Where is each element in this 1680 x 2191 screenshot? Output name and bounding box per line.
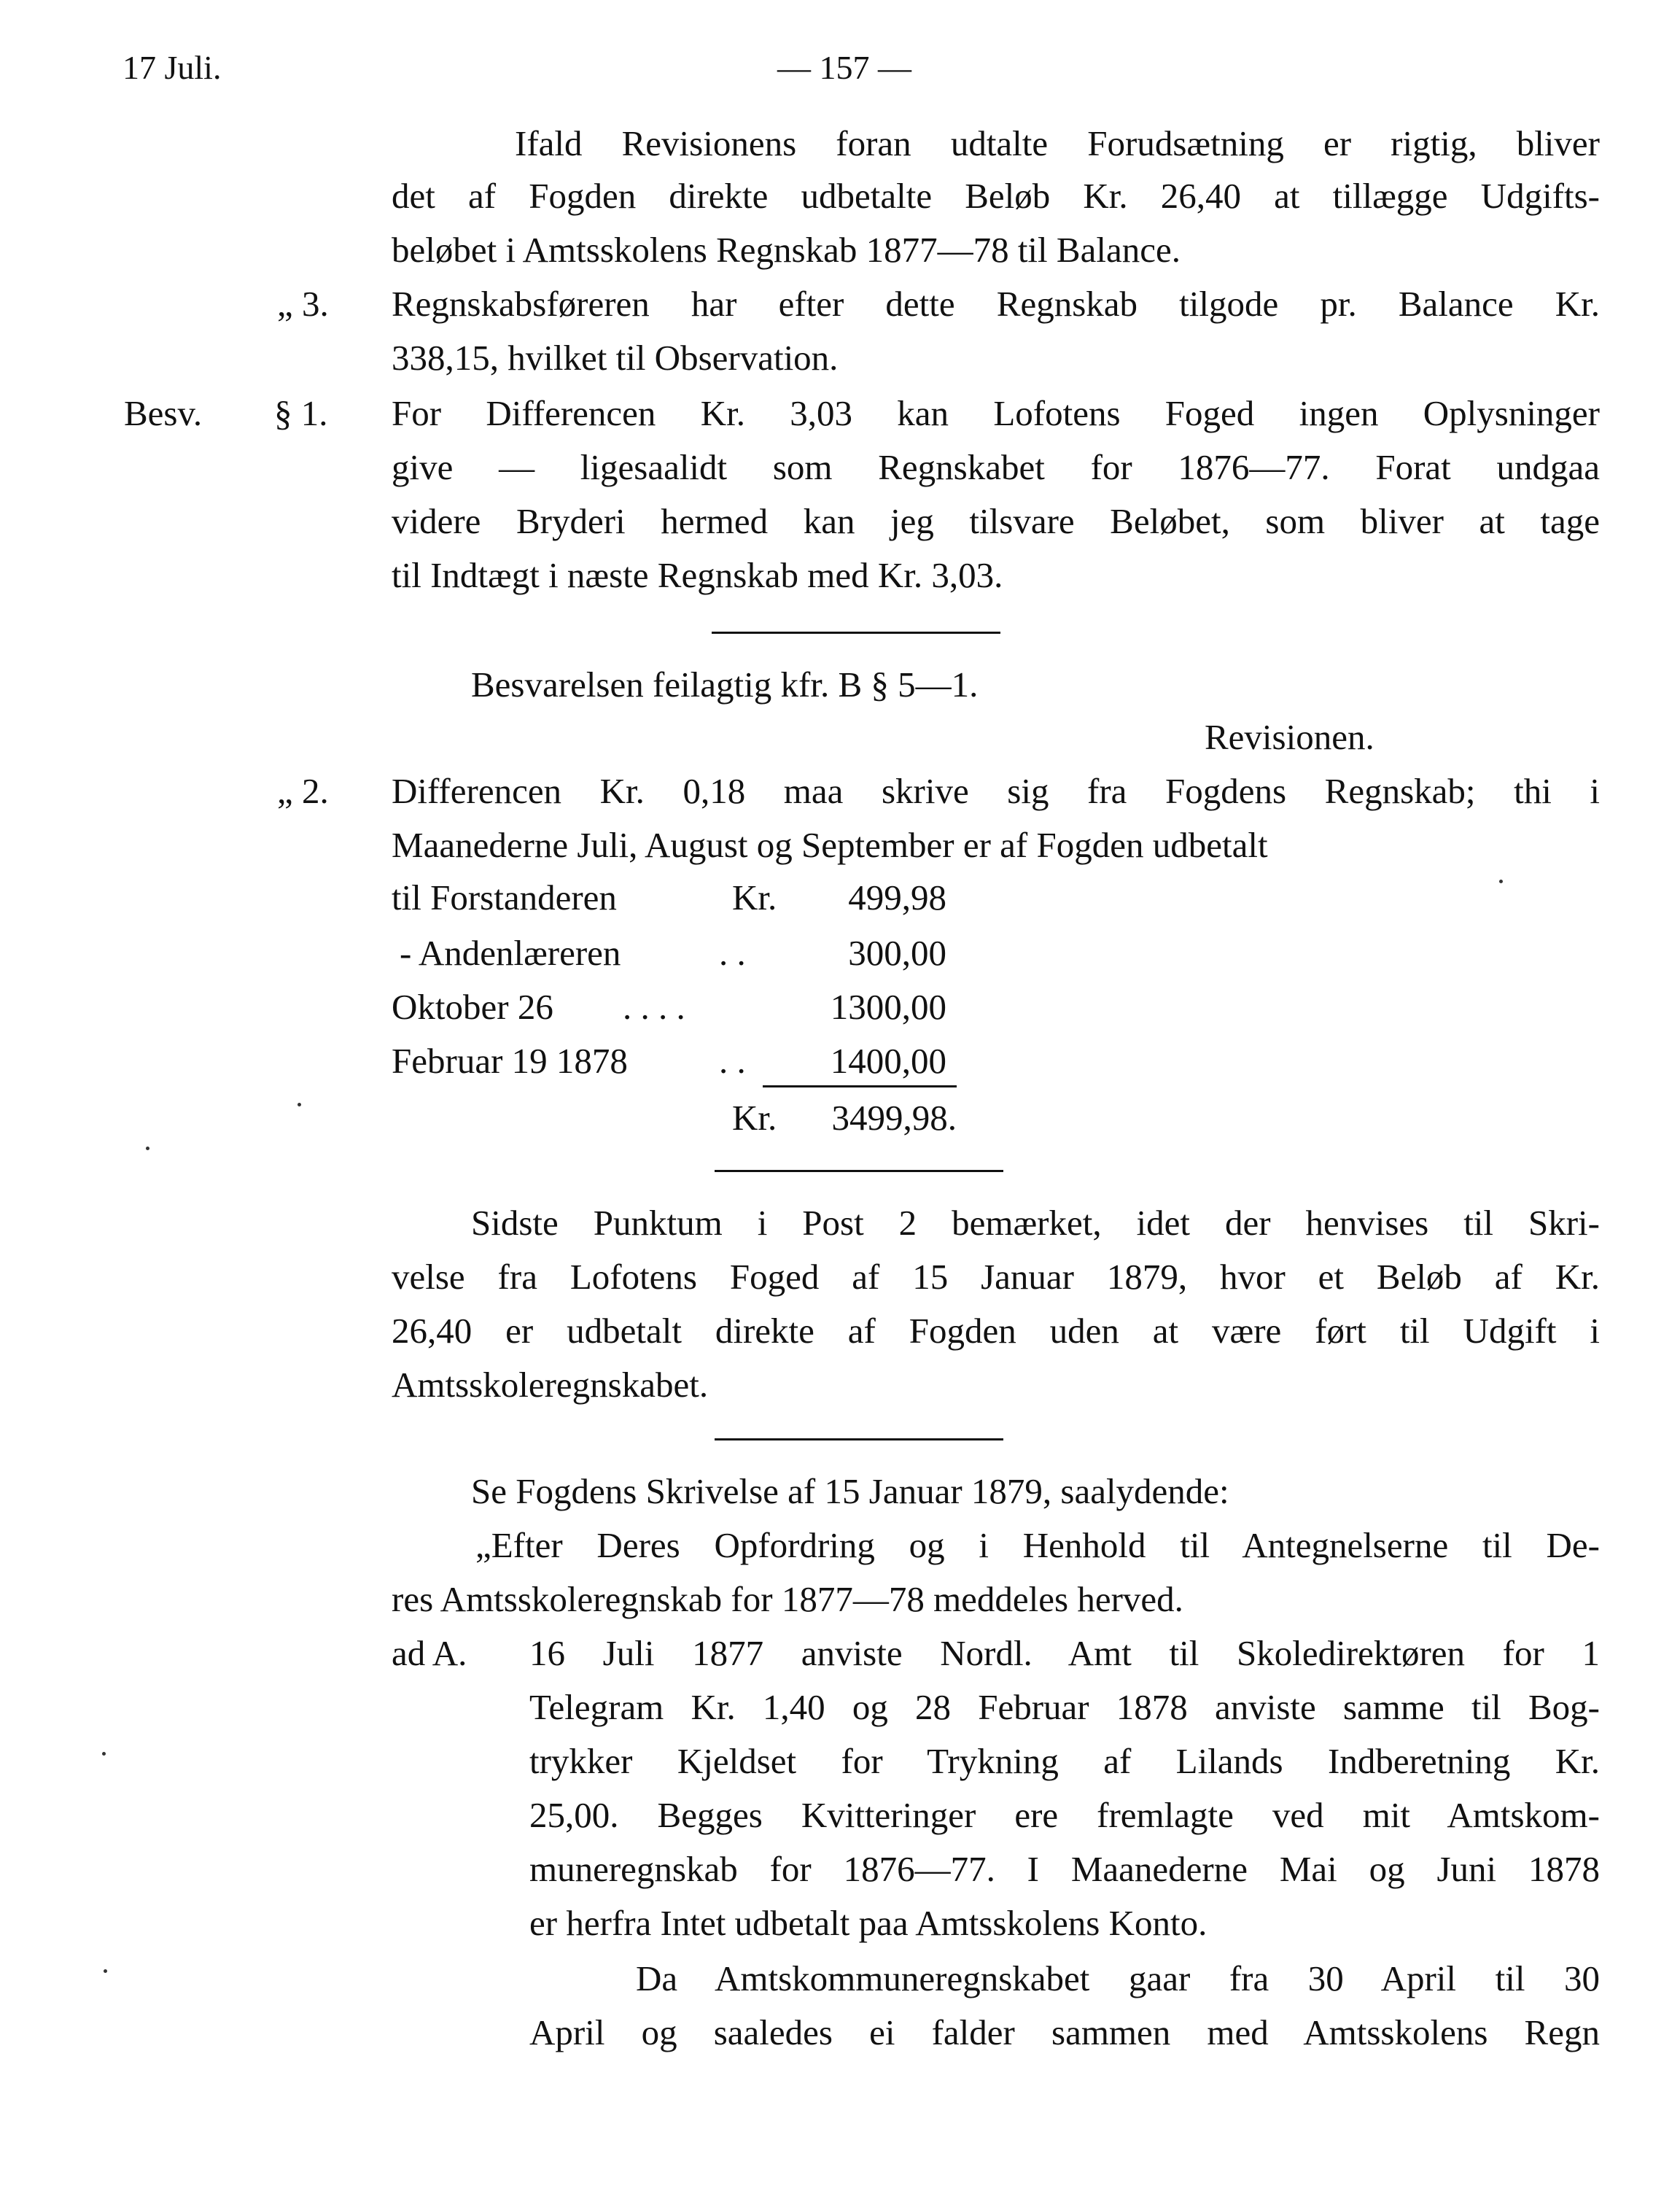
paragraph-line: videre Bryderi hermed kan jeg tilsvare Beløbet, som bliver at tage [392, 501, 1600, 541]
total-amount: 3499,98. [831, 1098, 957, 1138]
item-marker: „ 3. [277, 284, 329, 324]
revision-signature: Revisionen. [1205, 717, 1374, 757]
paragraph-line: Da Amtskommuneregnskabet gaar fra 30 April til 30 [636, 1958, 1600, 1998]
scan-speck [146, 1147, 149, 1150]
paragraph-line: muneregnskab for 1876—77. I Maanederne Mai og Juni 1878 [529, 1849, 1600, 1889]
payment-leader: . . [719, 933, 746, 973]
section-marker: § 1. [274, 393, 328, 433]
payment-label: Februar 19 1878 [392, 1041, 628, 1081]
paragraph-line: velse fra Lofotens Foged af 15 Januar 1879, hvor et Beløb af Kr. [392, 1257, 1600, 1297]
paragraph-line: 26,40 er udbetalt direkte af Fogden uden at være ført til Udgift i [392, 1311, 1600, 1351]
payment-label: til Forstanderen [392, 877, 617, 918]
item-marker: „ 2. [277, 771, 329, 811]
paragraph-line: det af Fogden direkte udbetalte Beløb Kr. 26,40 at tillægge Udgifts- [392, 176, 1600, 216]
quote-line: res Amtsskoleregnskab for 1877—78 meddeles herved. [392, 1579, 1183, 1619]
scan-speck [104, 1969, 107, 1973]
paragraph-line: Sidste Punktum i Post 2 bemærket, idet der henvises til Skri- [471, 1203, 1600, 1243]
margin-label: Besv. [124, 393, 203, 433]
payment-leader: . . . . [623, 987, 685, 1027]
paragraph-line: 338,15, hvilket til Observation. [392, 338, 839, 378]
paragraph-line: Amtsskoleregnskabet. [392, 1365, 709, 1405]
scan-speck [102, 1752, 106, 1756]
section-divider [715, 1170, 1003, 1172]
paragraph-line: For Differencen Kr. 3,03 kan Lofotens Foged ingen Oplysninger [392, 393, 1600, 433]
paragraph-line: Maanederne Juli, August og September er af Fogden udbetalt [392, 825, 1268, 865]
quote-line: „Efter Deres Opfordring og i Henhold til Antegnelserne til De- [475, 1525, 1600, 1565]
payment-amount: 1300,00 [830, 987, 946, 1027]
scan-speck [1499, 880, 1503, 883]
paragraph-line: give — ligesaalidt som Regnskabet for 1876—77. Forat undgaa [392, 447, 1600, 487]
section-divider [712, 632, 1000, 634]
payment-label: - Andenlæreren [400, 933, 621, 973]
paragraph-line: Ifald Revisionens foran udtalte Forudsætning er rigtig, bliver [515, 123, 1600, 163]
paragraph-line: 16 Juli 1877 anviste Nordl. Amt til Skoledirektøren for 1 [529, 1633, 1600, 1673]
paragraph-line: Regnskabsføreren har efter dette Regnskab tilgode pr. Balance Kr. [392, 284, 1600, 324]
paragraph-line: beløbet i Amtsskolens Regnskab 1877—78 til Balance. [392, 230, 1181, 270]
page-number: — 157 — [777, 49, 911, 86]
paragraph-line: er herfra Intet udbetalt paa Amtsskolens Konto. [529, 1903, 1208, 1943]
total-currency: Kr. [732, 1098, 777, 1138]
header-date: 17 Juli. [122, 49, 222, 86]
paragraph-line: Se Fogdens Skrivelse af 15 Januar 1879, saalydende: [471, 1471, 1229, 1511]
paragraph-line: trykker Kjeldset for Trykning af Lilands Indberetning Kr. [529, 1741, 1600, 1781]
paragraph-line: Telegram Kr. 1,40 og 28 Februar 1878 anviste samme til Bog- [529, 1687, 1600, 1727]
payment-label: Oktober 26 [392, 987, 553, 1027]
payment-amount: 1400,00 [830, 1041, 946, 1081]
paragraph-line: April og saaledes ei falder sammen med Amtsskolens Regn [529, 2012, 1600, 2052]
paragraph-line: 25,00. Begges Kvitteringer ere fremlagte ved mit Amtskom- [529, 1795, 1600, 1835]
ad-label: ad A. [392, 1633, 467, 1673]
paragraph-line: til Indtægt i næste Regnskab med Kr. 3,03. [392, 555, 1003, 595]
paragraph-line: Differencen Kr. 0,18 maa skrive sig fra Fogdens Regnskab; thi i [392, 771, 1600, 811]
scan-speck [298, 1103, 301, 1106]
payment-amount: 499,98 [848, 877, 946, 918]
payment-amount: 300,00 [848, 933, 946, 973]
revision-note: Besvarelsen feilagtig kfr. B § 5—1. [471, 664, 979, 705]
payment-leader: . . [719, 1041, 746, 1081]
section-divider [715, 1438, 1003, 1440]
sum-rule [763, 1085, 957, 1087]
payment-currency: Kr. [732, 877, 777, 918]
